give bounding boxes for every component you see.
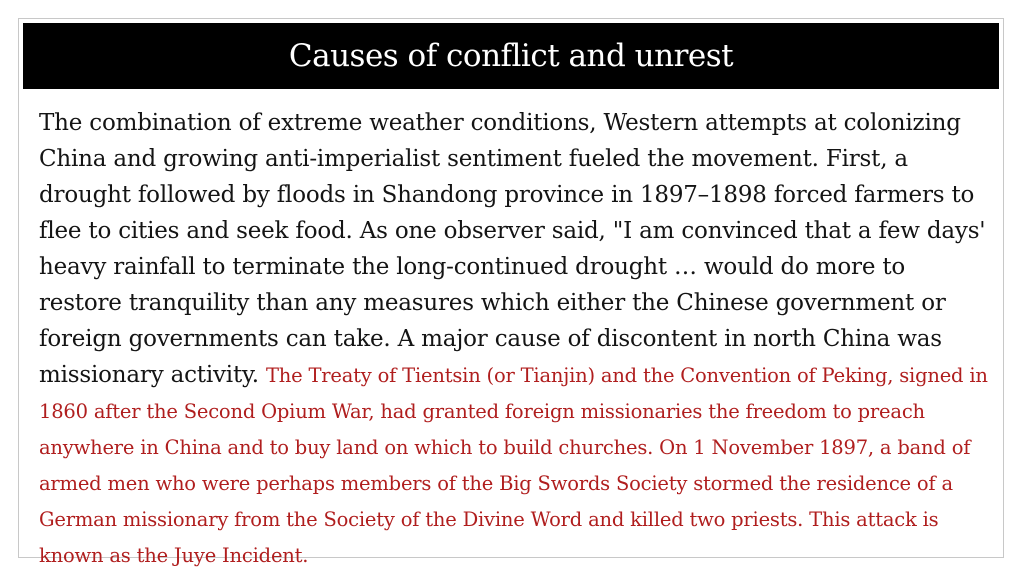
slide-body	[39, 105, 989, 573]
title-bar	[23, 23, 999, 89]
body-text-red: The Treaty of Tientsin (or Tianjin) and the Convention of Peking, signed in 1860 after the Second Opium War, had granted foreign missionaries the freedom to preach anywhere in China and to buy land on which to build churches. On 1 November 1897, a band of armed men who were perhaps members of the Big Swords Society stormed the residence of a German missionary from the Society of the Divine Word and killed two priests. This attack is known as the Juye Incident.	[39, 364, 988, 567]
body-paragraph	[39, 105, 989, 573]
body-text-black: The combination of extreme weather conditions, Western attempts at colonizing China and growing anti-imperialist sentiment fueled the movement. First, a drought followed by floods in Shandong province in 1897–1898 forced farmers to flee to cities and seek food. As one observer said, "I am convinced that a few days' heavy rainfall to terminate the long-continued drought … would do more to restore tranquility than any measures which either the Chinese government or foreign governments can take. A major cause of discontent in north China was missionary activity.	[39, 110, 986, 388]
slide	[18, 18, 1004, 567]
slide-title: Causes of conflict and unrest	[288, 37, 734, 74]
